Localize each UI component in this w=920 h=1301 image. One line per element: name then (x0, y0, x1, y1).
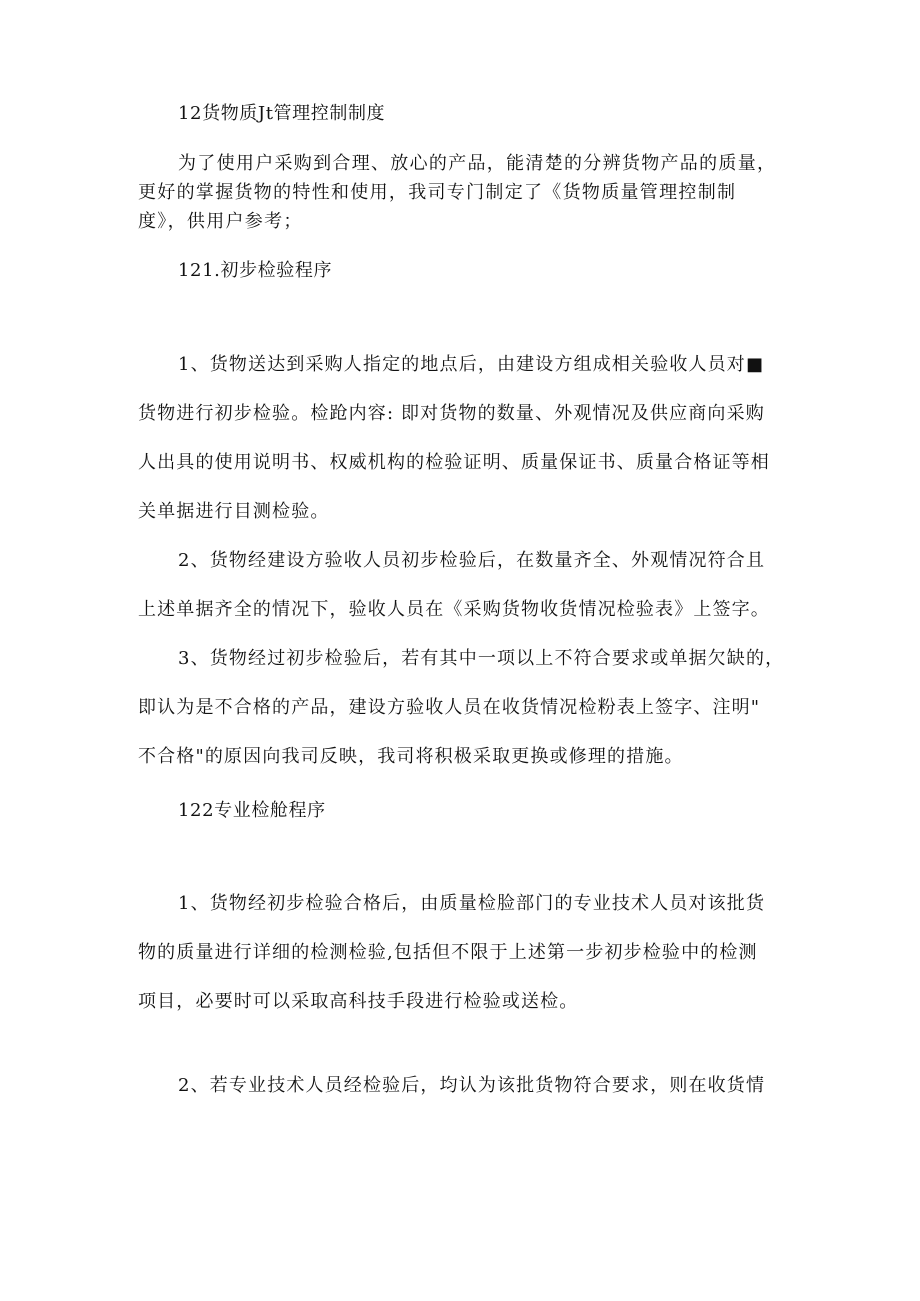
section-121-p2-line-1: 2、货物经建设方验收人员初步检验后，在数量齐全、外观情况符合且 (178, 550, 766, 571)
section-122-p1-line-3: 项目，必要时可以采取高科技手段进行检验或送检。 (138, 991, 579, 1012)
intro-line-3: 度》，供用户参考； (138, 211, 303, 232)
intro-line-1: 为了使用户采购到合理、放心的产品，能清楚的分辨货物产品的质量， (178, 153, 777, 174)
section-121-p3-line-1: 3、货物经过初步检验后，若有其中一项以上不符合要求或单据欠缺的， (178, 648, 785, 669)
section-121-p3-line-2: 即认为是不合格的产品，建设方验收人员在收货情况检粉表上签字、注明" (138, 697, 761, 718)
section-121-p3-line-3: 不合格"的原因向我司反映，我司将积极采取更换或修理的措施。 (138, 746, 684, 767)
section-122-p1-line-1: 1、货物经初步检验合格后，由质量检脸部门的专业技术人员对该批货 (178, 893, 766, 914)
section-121-p1-line-4: 关单据进行目测检验。 (138, 501, 330, 522)
section-121-p1-line-2: 货物进行初步检验。检跄内容: 即对货物的数量、外观情况及供应商向采购 (138, 403, 765, 424)
section-heading-121: 121.初步检验程序 (178, 260, 333, 281)
section-121-p1-line-3: 人出具的使用说明书、权威机构的检验证明、质量保证书、质量合格证等相 (138, 452, 770, 473)
section-122-p1-line-2: 物的质量进行详细的检测检验,包括但不限于上述第一步初步检验中的检测 (138, 942, 758, 963)
section-122-p2-line-1: 2、若专业技术人员经检验后，均认为该批货物符合要求，则在收货情 (178, 1075, 766, 1096)
section-121-p1-line-1: 1、货物送达到采购人指定的地点后，由建设方组成相关验收人员对■ (178, 354, 765, 375)
intro-line-2: 更好的掌握货物的特性和使用，我司专门制定了《货物质量管理控制制 (138, 182, 737, 203)
section-121-p2-line-2: 上述单据齐全的情况下，验收人员在《采购货物收货情况检验表》上签字。 (138, 599, 770, 620)
section-heading-122: 122专业检舱程序 (178, 800, 326, 821)
document-title: 12货物质Jt管理控制制度 (178, 103, 386, 124)
